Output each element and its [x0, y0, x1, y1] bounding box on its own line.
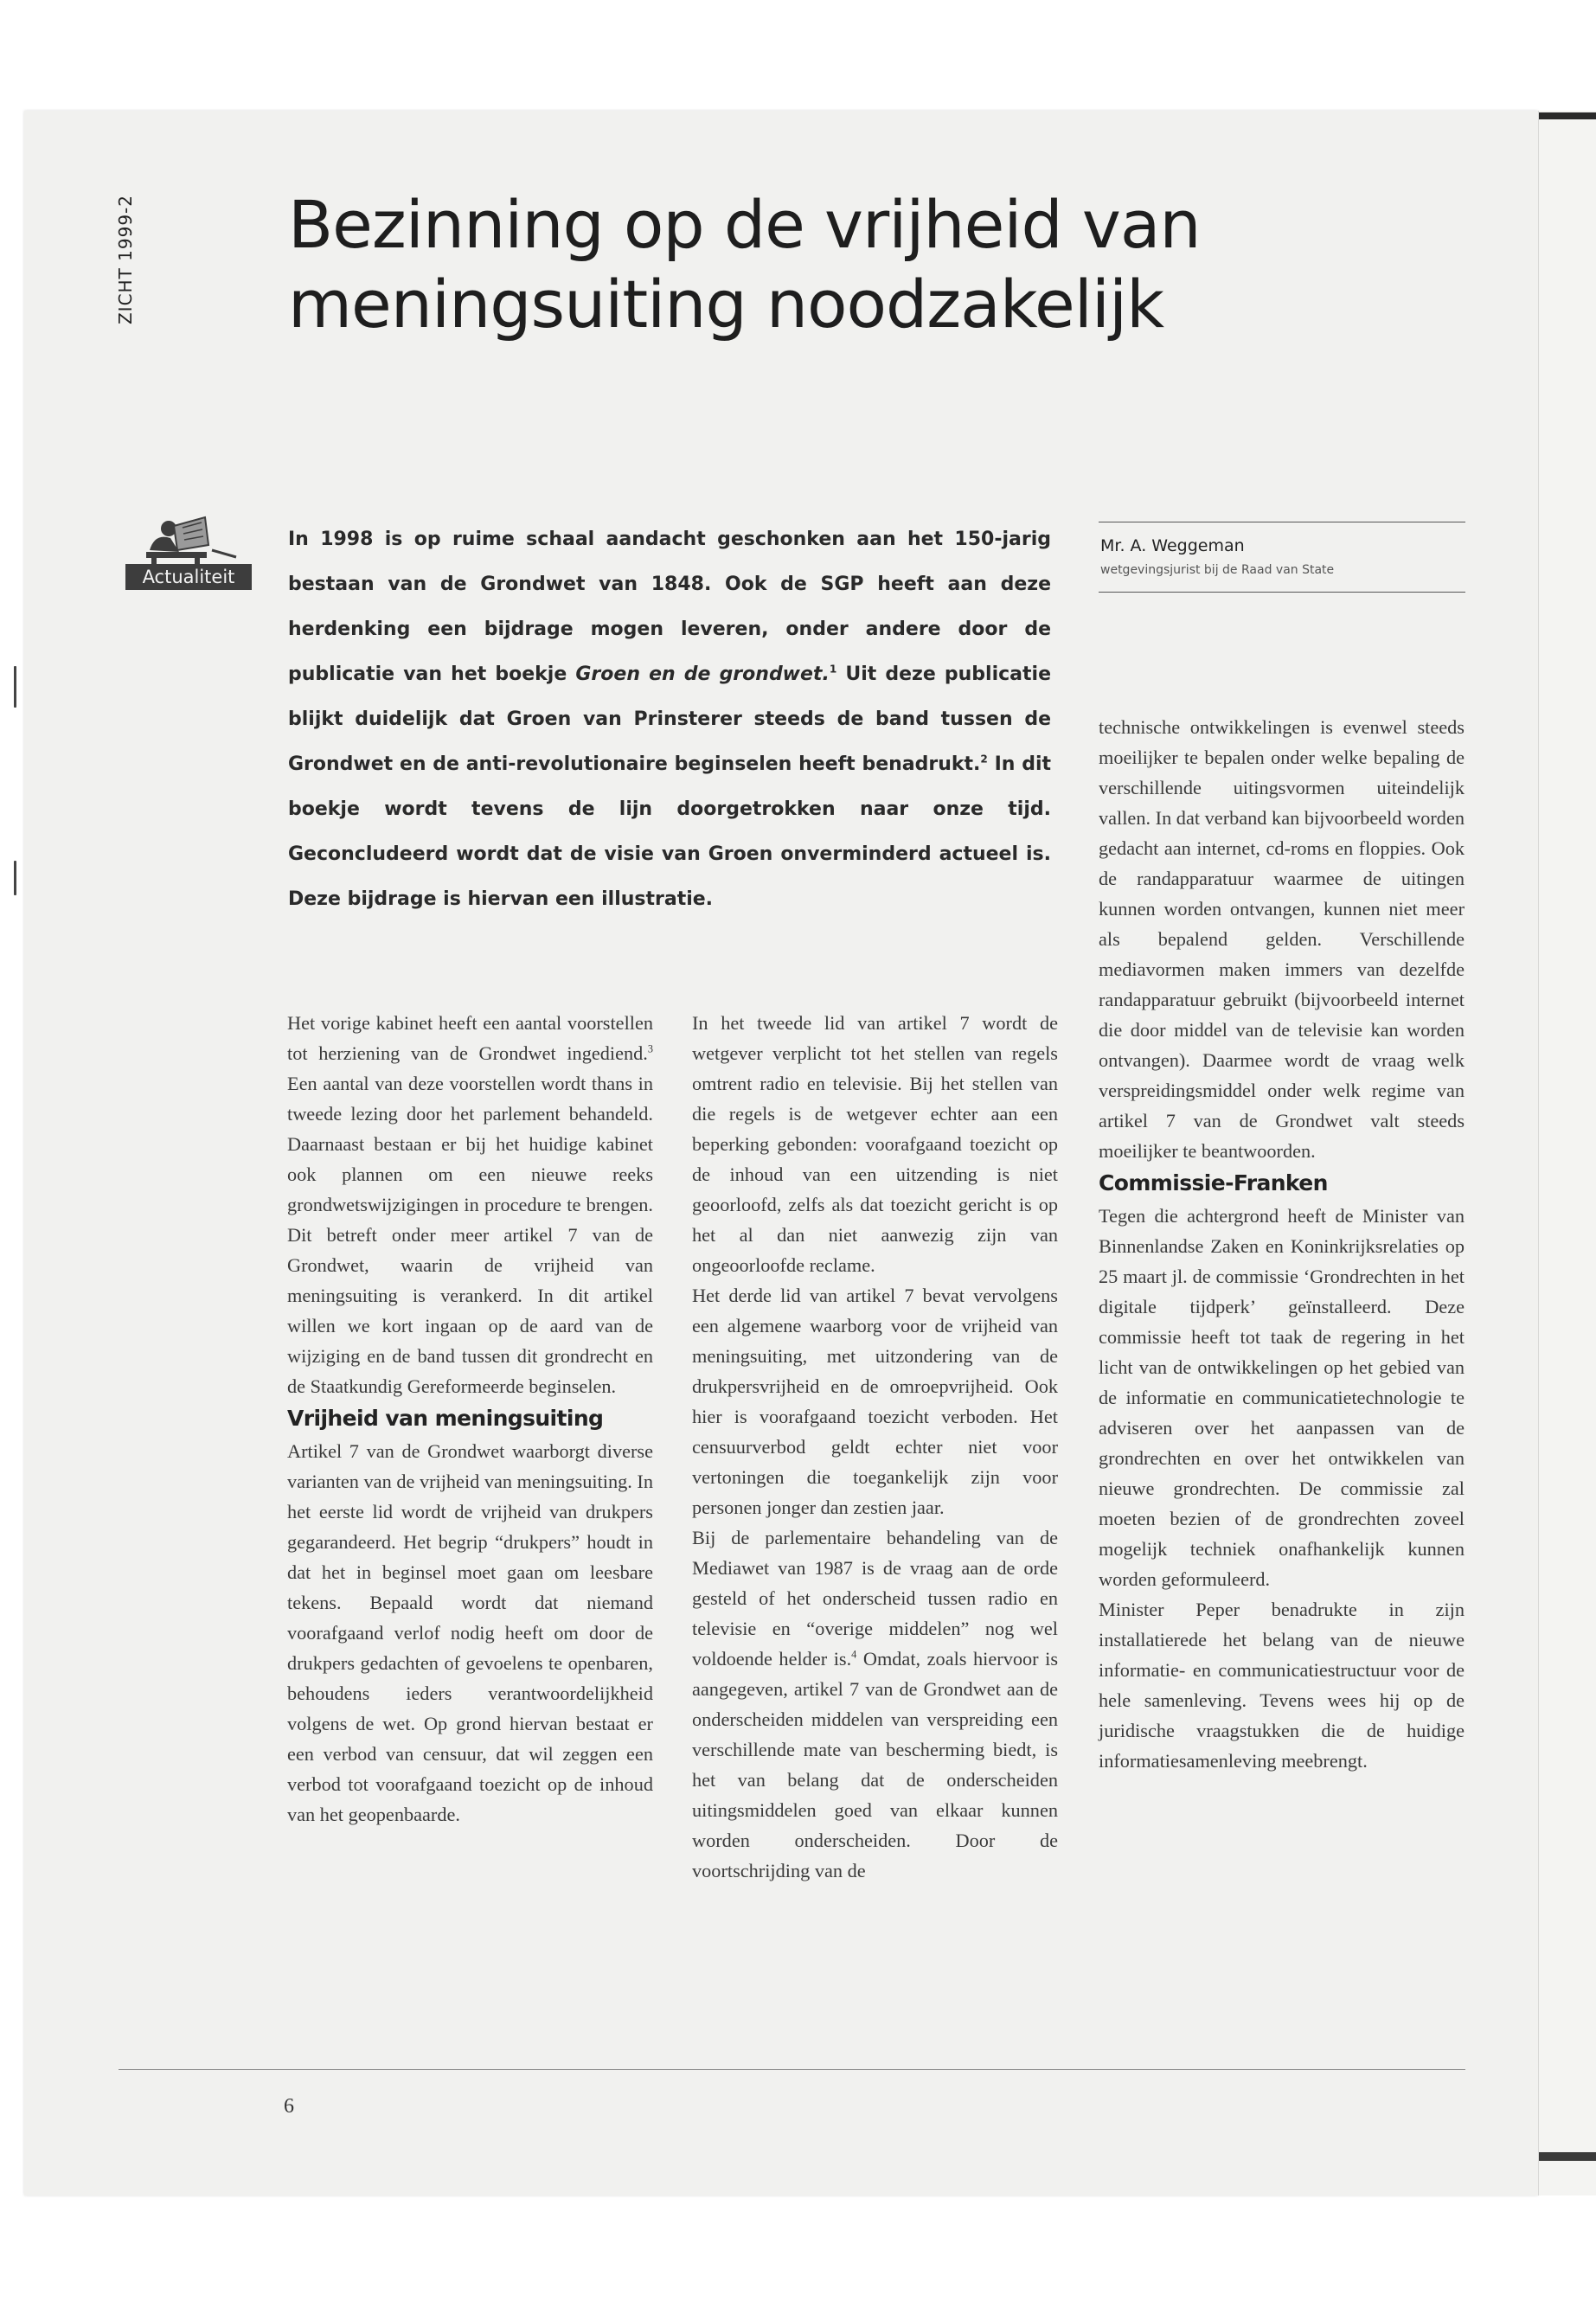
binding-band: [1539, 2152, 1596, 2161]
rubric-label: Actualiteit: [125, 564, 252, 590]
journal-issue-tag: ZICHT 1999-2: [115, 194, 136, 325]
footnote-ref: 4: [851, 1648, 857, 1661]
binding-band: [1539, 112, 1596, 119]
footnote-ref: 1: [829, 663, 837, 676]
author-byline: [1099, 522, 1465, 593]
author-name: Mr. A. Weggeman: [1100, 536, 1245, 555]
text-column-1: [287, 1008, 653, 1830]
text-column-3: [1099, 712, 1465, 1776]
reading-figure-icon: [125, 516, 252, 566]
article-title: [288, 185, 1222, 344]
title-line: meningsuiting noodzakelijk: [288, 266, 1164, 343]
body-paragraph: Minister Peper benadrukte in zijn installatierede het belang van de nieuwe informatie- en communicatiestructuur voor de hele samenleving. Tevens wees hij op de juridische vraagstukken die de huidige informatiesamenleving meebrengt.: [1099, 1599, 1465, 1772]
body-paragraph: technische ontwikkelingen is evenwel steeds moeilijker te bepalen onder welke bepaling de verschillende uitingsvormen uiteindelijk vallen. In dat verband kan bijvoorbeeld worden gedacht aan internet, cd-roms en floppies. Ook de randapparatuur waarmee de uitingen kunnen worden ontvangen, kunnen niet meer als bepalend gelden. Verschillende mediavormen maken immers van dezelfde randapparatuur gebruikt (bijvoorbeeld internet die door middel van de televisie kan worden ontvangen). Daarmee wordt de vraag welk verspreidingsmiddel onder welk regime van artikel 7 van de Grondwet valt steeds moeilijker te beantwoorden.: [1099, 716, 1465, 1162]
footnote-ref: 3: [647, 1042, 653, 1055]
body-paragraph: Bij de parlementaire behandeling van de Mediawet van 1987 is de vraag aan de orde gesteld of het onderscheid tussen radio en televisie en “overige middelen” nog wel voldoende helder is.$^4$ Omdat, zoals hiervoor is aangegeven, artikel 7 van de Grondwet aan de onderscheiden middelen van verspreiding een verschillende mate van bescherming biedt, is het van belang dat de onderscheiden uitingsmiddelen goed van elkaar kunnen worden onderscheiden. Door de voortschrijding van de: [692, 1527, 1058, 1881]
title-line: Bezinning op de vrijheid van: [288, 186, 1201, 263]
page-number: 6: [284, 2095, 294, 2118]
rubric-badge: [125, 516, 252, 592]
body-paragraph: Artikel 7 van de Grondwet waarborgt diverse varianten van de vrijheid van meningsuiting. In het eerste lid wordt de vrijheid van drukpers gegarandeerd. Het begrip “drukpers” houdt in dat het in beginsel moet gaan om leesbare tekens. Bepaald wordt dat niemand voorafgaand verlof nodig heeft om door de drukpers gedachten of gevoelens te openbaren, behoudens ieders verantwoordelijkheid volgens de wet. Op grond hiervan bestaat er een verbod van censuur, dat wil zeggen een verbod tot voorafgaand toezicht op de inhoud van het geopenbaarde.: [287, 1440, 653, 1825]
body-paragraph: In het tweede lid van artikel 7 wordt de wetgever verplicht tot het stellen van regels omtrent radio en televisie. Bij het stellen van die regels is de wetgever echter aan een beperking gebonden: voorafgaand toezicht op de inhoud van een uitzending is niet geoorloofd, zelfs als dat toezicht gericht is op het al dan niet aanwezig zijn van ongeoorloofde reclame.: [692, 1012, 1058, 1276]
section-heading: Vrijheid van meningsuiting: [287, 1406, 604, 1431]
body-paragraph: Het vorige kabinet heeft een aantal voorstellen tot herziening van de Grondwet ingediend.$^3$ Een aantal van deze voorstellen wordt thans in tweede lezing door het parlement behandeld. Daarnaast bestaan er bij het huidige kabinet ook plannen om een nieuwe reeks grondwetswijzigingen in procedure te brengen. Dit betreft onder meer artikel 7 van de Grondwet, waarin de vrijheid van meningsuiting is verankerd. In dit artikel willen we kort ingaan op de aard van de wijziging en de band tussen dit grondrecht en de Staatkundig Gereformeerde beginselen.: [287, 1012, 653, 1397]
book-title: Groen en de grondwet.: [575, 663, 830, 685]
footnote-ref: 2: [980, 753, 988, 766]
next-page-edge: [1538, 111, 1596, 2195]
body-paragraph: Het derde lid van artikel 7 bevat vervolgens een algemene waarborg voor de vrijheid van meningsuiting, met uitzondering van de drukpersvrijheid en de omroepvrijheid. Ook hier is voorafgaand toezicht verboden. Het censuurverbod geldt echter niet voor vertoningen die toegankelijk zijn voor personen jonger dan zestien jaar.: [692, 1285, 1058, 1518]
text-column-2: [692, 1008, 1058, 1886]
author-role: wetgevingsjurist bij de Raad van State: [1100, 563, 1335, 577]
article-lead: In 1998 is op ruime schaal aandacht geschonken aan het 150-jarig bestaan van de Grondwet van 1848. Ook de SGP heeft aan deze herdenking een bijdrage mogen leveren, onder andere door de publicatie van het boekje Groen en de grondwet.$^1$ Uit deze publicatie blijkt duidelijk dat Groen van Prinsterer steeds de band tussen de Grondwet en de anti-revolutionaire beginselen heeft benadrukt.$^2$ In dit boekje wordt tevens de lijn doorgetrokken naar onze tijd. Geconcludeerd wordt dat de visie van Groen onverminderd actueel is. Deze bijdrage is hiervan een illustratie.: [288, 529, 1051, 910]
section-heading: Commissie-Franken: [1099, 1170, 1328, 1195]
footer-rule: [119, 2069, 1465, 2070]
body-paragraph: Tegen die achtergrond heeft de Minister van Binnenlandse Zaken en Koninkrijksrelaties op 25 maart jl. de commissie ‘Grondrechten in het digitale tijdperk’ geïnstalleerd. Deze commissie heeft tot taak de regering in het licht van de ontwikkelingen op het gebied van de informatie en communicatietechnologie te adviseren over het aanpassen van de grondrechten en over het ontwikkelen van nieuwe grondrechten. De commissie zal moeten bezien of de grondrechten zoveel mogelijk techniek onafhankelijk kunnen worden geformuleerd.: [1099, 1205, 1465, 1590]
